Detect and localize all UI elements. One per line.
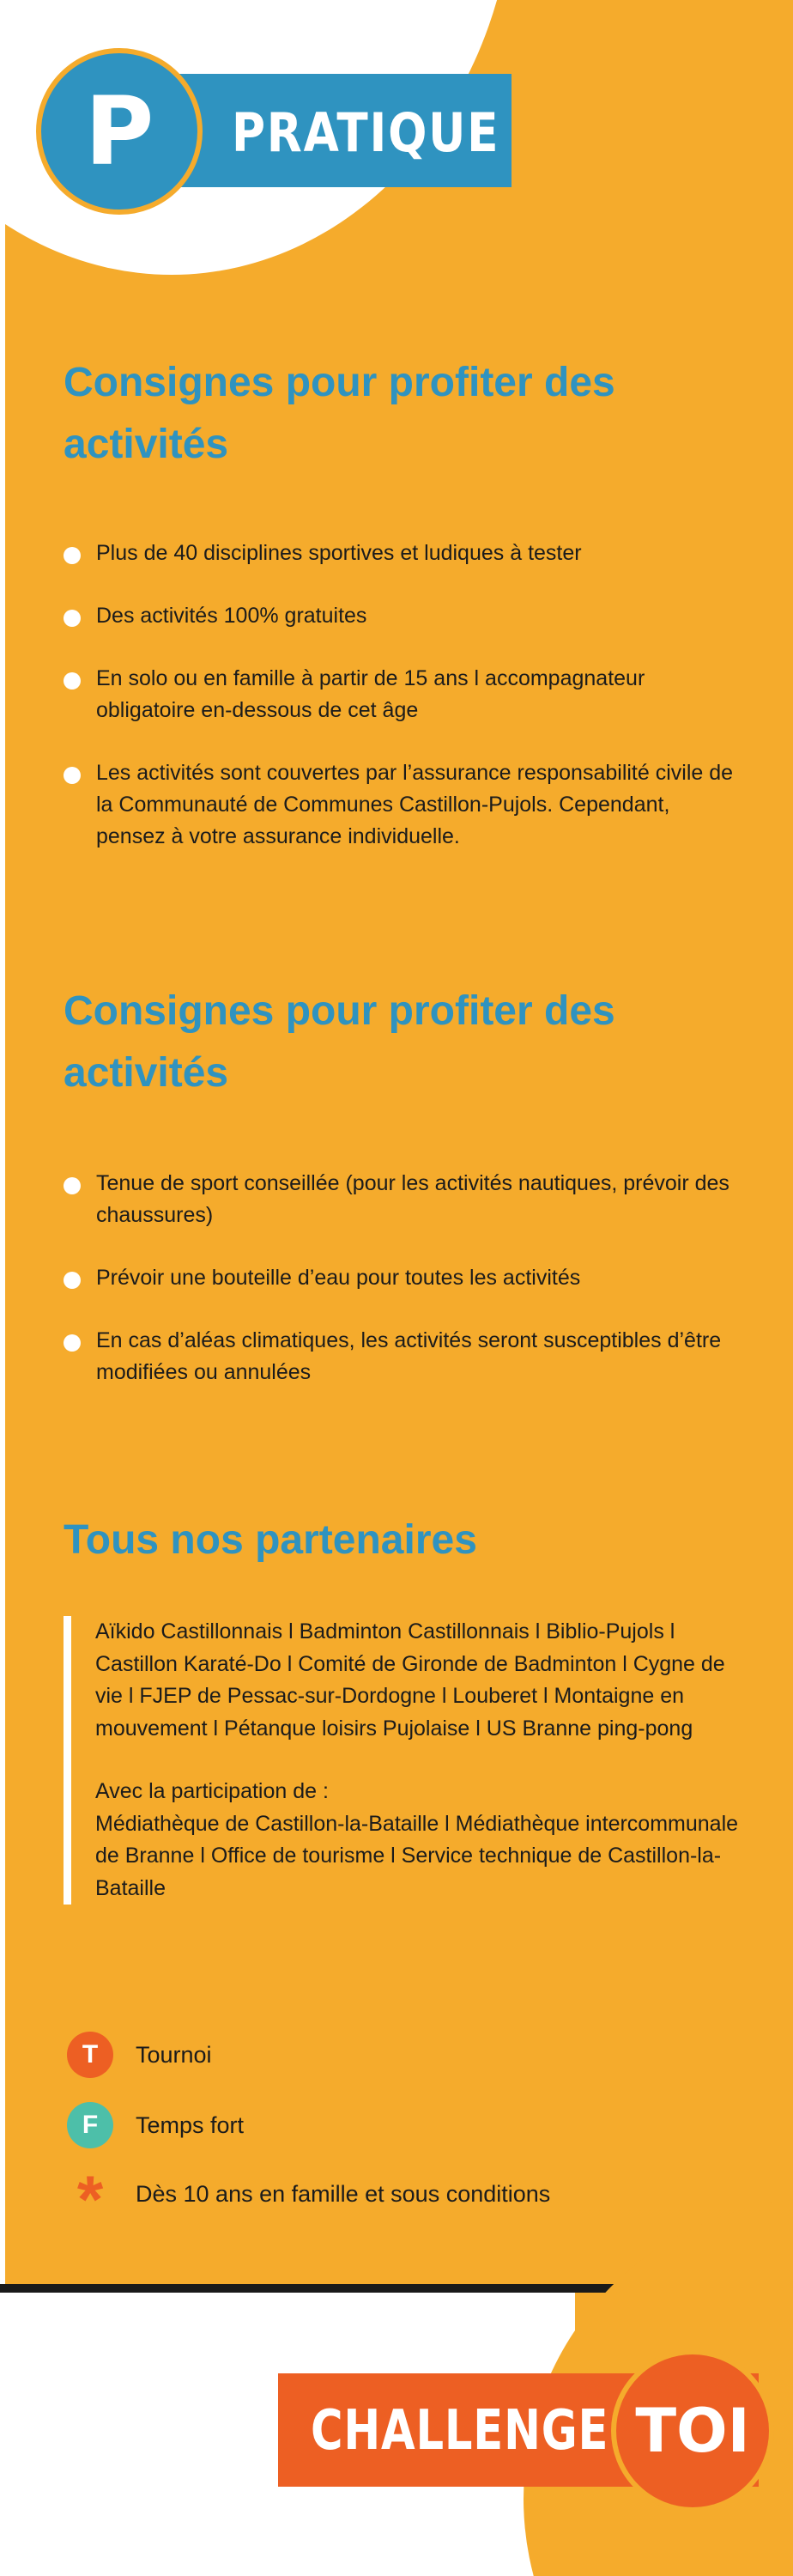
list-item-text: Les activités sont couvertes par l’assurance responsabilité civile de la Communauté de Communes Castillon-Pujols. Cependant, pensez à votre assurance individuelle. bbox=[96, 761, 734, 848]
pratique-title: PRATIQUE bbox=[232, 101, 500, 164]
section-2-list bbox=[64, 1168, 742, 1419]
section-heading-1-line2: activités bbox=[64, 422, 229, 467]
section-1-list bbox=[64, 538, 742, 884]
temps-fort-f-icon: F bbox=[67, 2102, 113, 2148]
bullet-dot-icon bbox=[64, 547, 81, 564]
bullet-dot-icon bbox=[64, 1334, 81, 1352]
list-item-text: En solo ou en famille à partir de 15 ans l accompagnateur obligatoire en-dessous de cet âge bbox=[96, 666, 645, 722]
bullet-dot-icon bbox=[64, 610, 81, 627]
list-item-text: Des activités 100% gratuites bbox=[96, 604, 367, 628]
list-item bbox=[64, 1168, 742, 1231]
section-heading-2 bbox=[64, 981, 716, 1104]
list-item bbox=[64, 757, 742, 853]
list-item bbox=[64, 663, 742, 726]
asterisk-icon: * bbox=[76, 2161, 104, 2237]
partners-heading: Tous nos partenaires bbox=[64, 1517, 477, 1563]
legend-label-tournoi: Tournoi bbox=[136, 2042, 212, 2068]
challenge-logo-text: CHALLENGE bbox=[311, 2399, 609, 2463]
bullet-dot-icon bbox=[64, 1272, 81, 1289]
section-heading-2-line2: activités bbox=[64, 1050, 229, 1096]
left-white-strip bbox=[0, 0, 5, 2576]
partners-block bbox=[64, 1616, 742, 1905]
bullet-dot-icon bbox=[64, 1177, 81, 1194]
list-item bbox=[64, 600, 742, 632]
list-item-text: Plus de 40 disciplines sportives et ludiques à tester bbox=[96, 541, 582, 565]
bullet-dot-icon bbox=[64, 767, 81, 784]
section-heading-2-line1: Consignes pour profiter des bbox=[64, 988, 615, 1034]
legend-label-temps-fort: Temps fort bbox=[136, 2112, 245, 2138]
list-item bbox=[64, 538, 742, 569]
partners-list: Aïkido Castillonnais l Badminton Castillonnais l Biblio-Pujols l Castillon Karaté-Do l Comité de Gironde de Badminton l Cygne de vie l FJEP de Pessac-sur-Dordogne l Louberet l Montaigne en mouvement l Pétanque loisirs Pujolaise l US Branne ping-pong bbox=[95, 1619, 725, 1741]
participation-intro: Avec la participation de : bbox=[95, 1779, 329, 1803]
list-item-text: Prévoir une bouteille d’eau pour toutes les activités bbox=[96, 1266, 581, 1290]
legend-label-conditions: Dès 10 ans en famille et sous conditions bbox=[136, 2181, 551, 2207]
toi-badge-text: TOI bbox=[635, 2396, 750, 2466]
list-item bbox=[64, 1262, 742, 1294]
participation-list: Médiathèque de Castillon-la-Bataille l Médiathèque intercommunale de Branne l Office de tourisme l Service technique de Castillon-la-Bataille bbox=[95, 1811, 739, 1900]
bullet-dot-icon bbox=[64, 672, 81, 690]
tournoi-t-icon: T bbox=[67, 2032, 113, 2078]
section-heading-1 bbox=[64, 352, 716, 476]
orange-background bbox=[5, 0, 793, 2284]
list-item bbox=[64, 1325, 742, 1388]
p-badge-letter: P bbox=[84, 76, 154, 186]
section-heading-1-line1: Consignes pour profiter des bbox=[64, 360, 615, 405]
list-item-text: En cas d’aléas climatiques, les activités seront susceptibles d’être modifiées ou annulées bbox=[96, 1328, 722, 1384]
participation-block bbox=[95, 1776, 742, 1905]
list-item-text: Tenue de sport conseillée (pour les activités nautiques, prévoir des chaussures) bbox=[96, 1171, 729, 1227]
